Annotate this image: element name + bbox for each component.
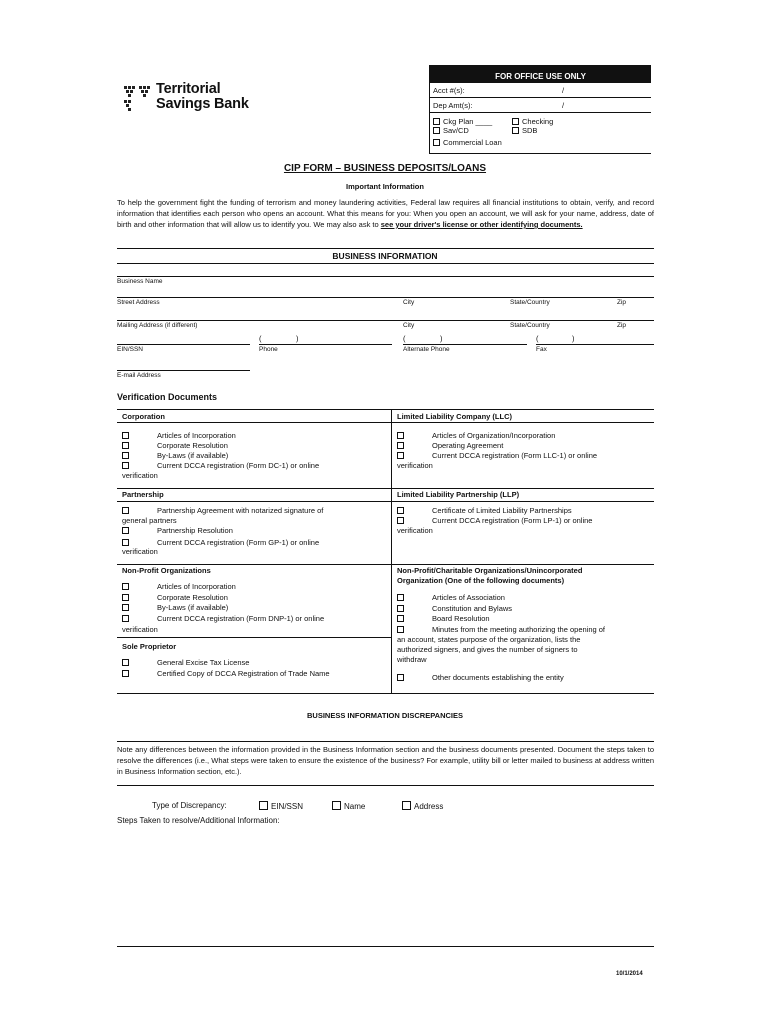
ckg-plan-option[interactable] bbox=[433, 117, 492, 126]
savcd-checkbox[interactable] bbox=[433, 127, 440, 134]
sole-proprietor-header: Sole Proprietor bbox=[122, 642, 177, 651]
sole-item-excise[interactable] bbox=[122, 658, 250, 668]
checkbox[interactable] bbox=[122, 432, 129, 439]
grid-divider bbox=[117, 564, 654, 565]
partnership-item-resolution[interactable] bbox=[122, 526, 233, 536]
alt-phone-input[interactable] bbox=[403, 344, 527, 345]
llp-item-dcca[interactable] bbox=[397, 516, 593, 526]
zip-label: Zip bbox=[617, 299, 627, 306]
fax-paren-open: ( bbox=[536, 334, 539, 343]
checkbox[interactable] bbox=[122, 604, 129, 611]
nonprofit-dcca-label: Current DCCA registration (Form DNP-1) or online bbox=[157, 614, 325, 623]
address-option-label: Address bbox=[414, 802, 444, 811]
email-label: E-mail Address bbox=[117, 372, 161, 379]
checkbox[interactable] bbox=[397, 507, 404, 514]
street-address-input[interactable] bbox=[117, 297, 654, 298]
corp-dcca-tail: verification bbox=[122, 471, 158, 480]
grid-divider bbox=[391, 410, 392, 694]
checkbox[interactable] bbox=[122, 462, 129, 469]
charitable-minutes-tail: withdraw bbox=[397, 655, 427, 664]
alt-phone-paren-open: ( bbox=[403, 334, 406, 343]
ein-checkbox[interactable] bbox=[259, 801, 268, 810]
fax-paren-close: ) bbox=[572, 334, 575, 343]
charitable-header-line1: Non-Profit/Charitable Organizations/Unincorporated bbox=[397, 566, 583, 575]
ckg-plan-checkbox[interactable] bbox=[433, 118, 440, 125]
checkbox[interactable] bbox=[122, 527, 129, 534]
nonprofit-dcca-tail: verification bbox=[122, 625, 158, 634]
charitable-item-association[interactable] bbox=[397, 593, 505, 603]
checking-label: Checking bbox=[522, 117, 554, 126]
grid-divider bbox=[117, 488, 654, 489]
phone-label: Phone bbox=[259, 346, 278, 353]
business-name-input[interactable] bbox=[117, 276, 654, 277]
checkbox[interactable] bbox=[397, 605, 404, 612]
sdb-checkbox[interactable] bbox=[512, 127, 519, 134]
intro-bold-text: see your driver's license or other identifying documents. bbox=[380, 220, 583, 229]
acct-slash: / bbox=[562, 86, 565, 95]
checkbox[interactable] bbox=[397, 442, 404, 449]
charitable-board-label: Board Resolution bbox=[432, 614, 490, 623]
revision-date: 10/1/2014 bbox=[616, 971, 643, 977]
checkbox[interactable] bbox=[397, 452, 404, 459]
nonprofit-articles-label: Articles of Incorporation bbox=[157, 582, 236, 591]
grid-divider bbox=[117, 501, 654, 502]
corp-bylaws-label: By-Laws (if available) bbox=[157, 451, 229, 460]
address-checkbox[interactable] bbox=[402, 801, 411, 810]
commercial-loan-checkbox[interactable] bbox=[433, 139, 440, 146]
llp-certificate-label: Certificate of Limited Liability Partnerships bbox=[432, 506, 572, 515]
savcd-label: Sav/CD bbox=[443, 126, 469, 135]
checkbox[interactable] bbox=[122, 452, 129, 459]
phone-paren-close: ) bbox=[296, 334, 299, 343]
checkbox[interactable] bbox=[122, 539, 129, 546]
checkbox[interactable] bbox=[397, 432, 404, 439]
fax-input[interactable] bbox=[536, 344, 654, 345]
state-label: State/Country bbox=[510, 299, 550, 306]
sdb-option[interactable] bbox=[512, 126, 537, 135]
office-use-box bbox=[429, 65, 651, 154]
savcd-option[interactable] bbox=[433, 126, 469, 135]
checkbox[interactable] bbox=[397, 626, 404, 633]
llc-dcca-label: Current DCCA registration (Form LLC-1) or online bbox=[432, 451, 598, 460]
divider bbox=[117, 741, 654, 742]
name-option-label: Name bbox=[344, 802, 366, 811]
corp-item-bylaws[interactable] bbox=[122, 451, 229, 461]
grid-divider bbox=[117, 637, 391, 638]
nonprofit-item-articles[interactable] bbox=[122, 582, 236, 592]
sole-trade-name-label: Certified Copy of DCCA Registration of Trade Name bbox=[157, 669, 330, 678]
corp-resolution-label: Corporate Resolution bbox=[157, 441, 228, 450]
bank-logo bbox=[123, 82, 263, 116]
mailing-city-label: City bbox=[403, 322, 415, 329]
partnership-resolution-label: Partnership Resolution bbox=[157, 526, 233, 535]
checkbox[interactable] bbox=[122, 583, 129, 590]
business-info-header: BUSINESS INFORMATION bbox=[332, 251, 438, 261]
ein-option-label: EIN/SSN bbox=[271, 802, 304, 811]
llc-header: Limited Liability Company (LLC) bbox=[397, 412, 513, 421]
partnership-item-agreement[interactable] bbox=[122, 506, 324, 516]
dep-slash: / bbox=[562, 101, 565, 110]
email-input[interactable] bbox=[117, 370, 250, 371]
mailing-zip-label: Zip bbox=[617, 322, 627, 329]
discrepancy-ein-option[interactable] bbox=[259, 801, 303, 811]
charitable-minutes-label: Minutes from the meeting authorizing the opening of bbox=[432, 625, 606, 634]
checkbox[interactable] bbox=[122, 615, 129, 622]
divider bbox=[117, 248, 654, 249]
dep-amt-label: Dep Amt(s): bbox=[433, 101, 473, 110]
name-checkbox[interactable] bbox=[332, 801, 341, 810]
checkbox[interactable] bbox=[122, 442, 129, 449]
divider bbox=[117, 785, 654, 786]
verification-title: Verification Documents bbox=[117, 392, 218, 402]
llp-header: Limited Liability Partnership (LLP) bbox=[397, 490, 520, 499]
charitable-item-board[interactable] bbox=[397, 614, 490, 624]
charitable-item-constitution[interactable] bbox=[397, 604, 513, 614]
nonprofit-item-bylaws[interactable] bbox=[122, 603, 229, 613]
checking-option[interactable] bbox=[512, 117, 553, 126]
llc-dcca-tail: verification bbox=[397, 461, 433, 470]
charitable-item-minutes[interactable] bbox=[397, 625, 606, 635]
llc-articles-label: Articles of Organization/Incorporation bbox=[432, 431, 556, 440]
mailing-address-label: Mailing Address (if different) bbox=[117, 322, 198, 329]
llp-dcca-label: Current DCCA registration (Form LP-1) or online bbox=[432, 516, 593, 525]
llc-item-dcca[interactable] bbox=[397, 451, 598, 461]
checkbox[interactable] bbox=[397, 674, 404, 681]
phone-input[interactable] bbox=[259, 344, 392, 345]
dep-amt-field[interactable] bbox=[430, 98, 651, 113]
llc-operating-label: Operating Agreement bbox=[432, 441, 504, 450]
business-name-label: Business Name bbox=[117, 278, 163, 285]
commercial-loan-option[interactable] bbox=[433, 138, 502, 147]
sole-item-trade-name[interactable] bbox=[122, 669, 330, 679]
charitable-header-line2: Organization (One of the following documents) bbox=[397, 576, 565, 585]
alt-phone-paren-close: ) bbox=[440, 334, 443, 343]
checkbox[interactable] bbox=[122, 594, 129, 601]
checkbox[interactable] bbox=[122, 670, 129, 677]
sdb-label: SDB bbox=[522, 126, 538, 135]
intro-paragraph bbox=[117, 197, 654, 230]
charitable-minutes-tail: an account, states purpose of the organization, lists the bbox=[397, 635, 581, 644]
steps-label: Steps Taken to resolve/Additional Information: bbox=[117, 816, 280, 825]
discrepancies-title: BUSINESS INFORMATION DISCREPANCIES bbox=[307, 711, 463, 720]
discrepancy-address-option[interactable] bbox=[402, 801, 443, 811]
nonprofit-resolution-label: Corporate Resolution bbox=[157, 593, 228, 602]
discrepancy-type-label: Type of Discrepancy: bbox=[152, 801, 227, 810]
intro-text: To help the government fight the funding of terrorism and money laundering activities, Federal law requires all financial institutions to obtain, verify, and record information that identifies each person who opens an account. What this means for you: When you open an account, we will ask for your name, address, date of birth and other information that will allow us to identify you. We may also ask to bbox=[117, 198, 654, 229]
corp-articles-label: Articles of Incorporation bbox=[157, 431, 236, 440]
steps-textarea[interactable] bbox=[117, 830, 654, 945]
discrepancy-name-option[interactable] bbox=[332, 801, 365, 811]
llc-item-operating[interactable] bbox=[397, 441, 504, 451]
nonprofit-header: Non-Profit Organizations bbox=[122, 566, 211, 575]
charitable-minutes-tail: authorized signers, and gives the number of signers to bbox=[397, 645, 578, 654]
llp-dcca-tail: verification bbox=[397, 526, 433, 535]
partnership-header: Partnership bbox=[122, 490, 164, 499]
bank-logo-icon bbox=[123, 84, 153, 112]
checkbox[interactable] bbox=[397, 615, 404, 622]
verification-grid bbox=[117, 409, 654, 694]
corp-item-dcca[interactable] bbox=[122, 461, 320, 471]
office-use-header: FOR OFFICE USE ONLY bbox=[430, 65, 651, 83]
sole-excise-label: General Excise Tax License bbox=[157, 658, 250, 667]
phone-paren-open: ( bbox=[259, 334, 262, 343]
nonprofit-item-resolution[interactable] bbox=[122, 593, 228, 603]
corporation-header: Corporation bbox=[122, 412, 165, 421]
form-title: CIP FORM – BUSINESS DEPOSITS/LOANS bbox=[283, 163, 487, 174]
street-address-label: Street Address bbox=[117, 299, 160, 306]
discrepancies-text: Note any differences between the information provided in the Business Information section and the business documents presented. Document the steps taken to resolve the differences (i.e., What steps were taken to ensure the existence of the business? For example, utility bill or letter mailed to business at address written in Business Information section, etc.). bbox=[117, 745, 654, 776]
acct-label: Acct #(s): bbox=[433, 86, 465, 95]
corp-dcca-label: Current DCCA registration (Form DC-1) or online bbox=[157, 461, 320, 470]
bank-name-line1: Territorial bbox=[156, 81, 221, 97]
form-subtitle: Important Information bbox=[346, 182, 424, 191]
charitable-association-label: Articles of Association bbox=[432, 593, 505, 602]
corp-item-articles[interactable] bbox=[122, 431, 236, 441]
llp-item-certificate[interactable] bbox=[397, 506, 572, 516]
llc-item-articles[interactable] bbox=[397, 431, 556, 441]
charitable-item-other[interactable] bbox=[397, 673, 564, 683]
charitable-constitution-label: Constitution and Bylaws bbox=[432, 604, 513, 613]
checkbox[interactable] bbox=[122, 507, 129, 514]
fax-label: Fax bbox=[536, 346, 547, 353]
divider bbox=[117, 946, 654, 947]
nonprofit-bylaws-label: By-Laws (if available) bbox=[157, 603, 229, 612]
alt-phone-label: Alternate Phone bbox=[403, 346, 450, 353]
divider bbox=[117, 263, 654, 264]
partnership-dcca-label: Current DCCA registration (Form GP-1) or online bbox=[157, 538, 320, 547]
acct-field[interactable] bbox=[430, 83, 651, 98]
grid-divider bbox=[117, 422, 654, 423]
bank-name-line2: Savings Bank bbox=[156, 96, 249, 112]
ein-input[interactable] bbox=[117, 344, 250, 345]
checkbox[interactable] bbox=[397, 517, 404, 524]
ein-label: EIN/SSN bbox=[117, 346, 144, 353]
corp-item-resolution[interactable] bbox=[122, 441, 228, 451]
partnership-agreement-tail: general partners bbox=[122, 516, 177, 525]
charitable-other-label: Other documents establishing the entity bbox=[432, 673, 564, 682]
checkbox[interactable] bbox=[122, 659, 129, 666]
partnership-dcca-tail: verification bbox=[122, 547, 158, 556]
city-label: City bbox=[403, 299, 415, 306]
partnership-agreement-label: Partnership Agreement with notarized signature of bbox=[157, 506, 324, 515]
mailing-state-label: State/Country bbox=[510, 322, 550, 329]
mailing-address-input[interactable] bbox=[117, 320, 654, 321]
checkbox[interactable] bbox=[397, 594, 404, 601]
nonprofit-item-dcca[interactable] bbox=[122, 614, 325, 624]
commercial-loan-label: Commercial Loan bbox=[443, 138, 502, 147]
ckg-plan-label: Ckg Plan ____ bbox=[443, 117, 493, 126]
checking-checkbox[interactable] bbox=[512, 118, 519, 125]
